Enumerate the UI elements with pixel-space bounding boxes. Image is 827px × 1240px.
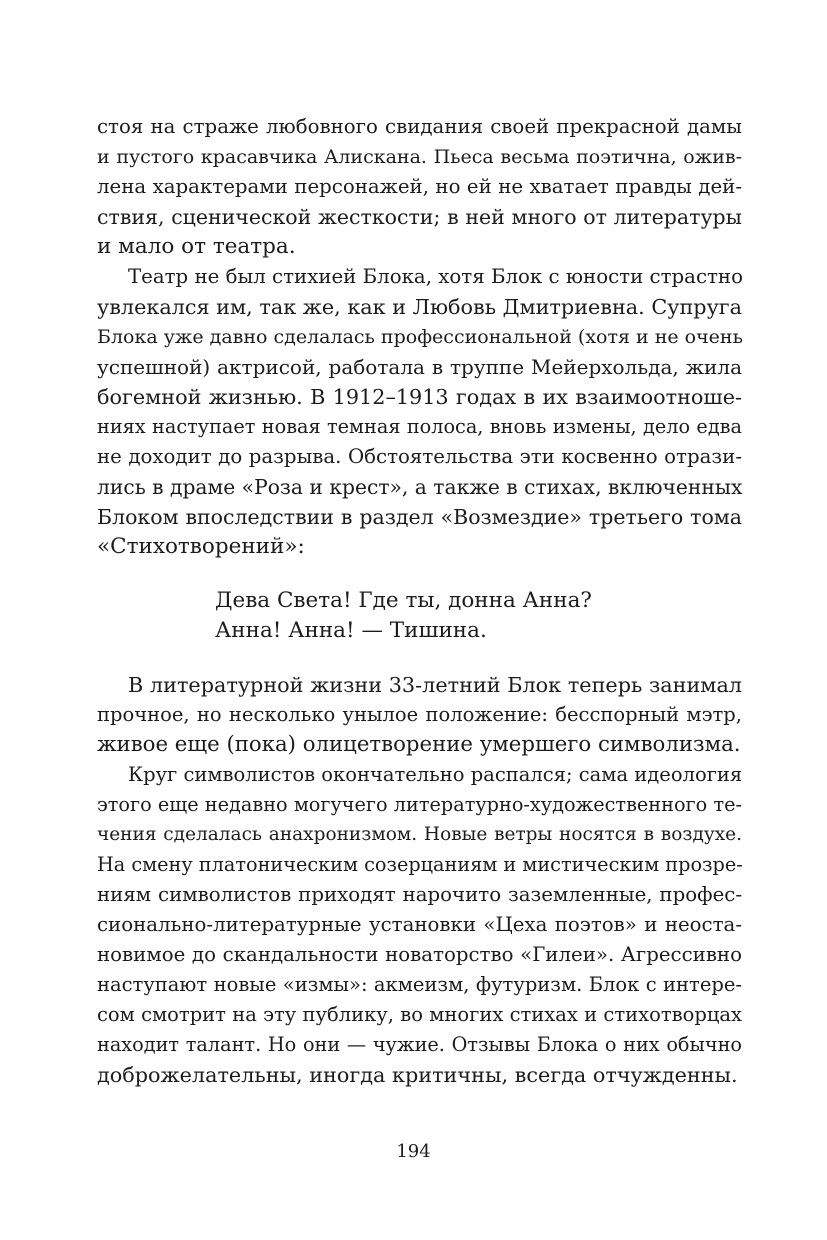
text-line: Театр не был стихией Блока, хотя Блок с юности страстно [128,265,743,288]
paragraph-4 [97,760,742,1090]
paragraph-1 [97,112,742,262]
paragraph-2 [97,262,742,562]
text-line: доброжелательны, иногда критичны, всегда отчужденны. [97,1063,738,1087]
text-line: богемной жизнью. В 1912–1913 годах в их взаимоотноше- [97,385,742,409]
text-line: ствия, сценической жесткости; в ней много от литературы [97,205,742,229]
page-body [97,112,742,1090]
text-line: живое еще (пока) олицетворение умершего символизма. [97,732,741,757]
text-line: прочное, но несколько унылое положение: бесспорный мэтр, [97,703,742,726]
text-line: ниям символистов приходят нарочито заземленные, профес- [97,883,742,906]
text-line: чения сделалась анахронизмом. Новые ветры носятся в воздухе. [97,824,742,845]
spacer [97,562,742,586]
spacer [97,646,742,670]
page-number: 194 [396,1141,431,1162]
verse-quote [97,586,742,646]
text-line: На смену платоническим созерцаниям и мистическим прозре- [97,853,743,876]
text-line: новимое до скандальности новаторство «Гилеи». Агрессивно [97,943,742,966]
text-line: не доходит до разрыва. Обстоятельства эти косвенно отрази- [97,445,742,468]
text-line: ниях наступает новая темная полоса, вновь измены, дело едва [97,415,742,438]
text-line: лись в драме «Роза и крест», а также в стихах, включенных [97,475,743,499]
text-line: увлекался им, так же, как и Любовь Дмитриевна. Супруга [97,295,743,319]
text-line: успешной) актрисой, работала в труппе Мейерхольда, жила [97,355,742,379]
verse-line: Дева Света! Где ты, донна Анна? [215,588,592,613]
paragraph-3 [97,670,742,760]
text-line: «Стихотворений»: [97,534,305,559]
text-line: наступают новые «измы»: акмеизм, футуризм. Блок с интере- [97,973,742,996]
text-line: и пустого красавчика Алискана. Пьеса весьма поэтична, ожив- [97,146,742,168]
text-line: находит талант. Но они — чужие. Отзывы Блока о них обычно [97,1033,742,1056]
text-line: В литературной жизни 33-летний Блок теперь занимал [128,673,742,697]
text-line: стоя на страже любовного свидания своей прекрасной дамы [97,115,742,138]
text-line: и мало от театра. [97,234,296,259]
text-line: этого еще недавно могучего литературно-художественного те- [97,793,742,816]
text-line: сионально-литературные установки «Цеха поэтов» и неоста- [97,913,742,936]
text-line: Блоком впоследствии в раздел «Возмездие» третьего тома [97,505,742,529]
text-line: лена характерами персонажей, но ей не хватает правды дей- [97,175,742,198]
text-line: Блока уже давно сделалась профессиональной (хотя и не очень [97,326,743,348]
verse-line: Анна! Анна! — Тишина. [215,618,487,643]
text-line: сом смотрит на эту публику, во многих стихах и стихотворцах [97,1003,742,1026]
text-line: Круг символистов окончательно распался; сама идеология [128,763,743,786]
